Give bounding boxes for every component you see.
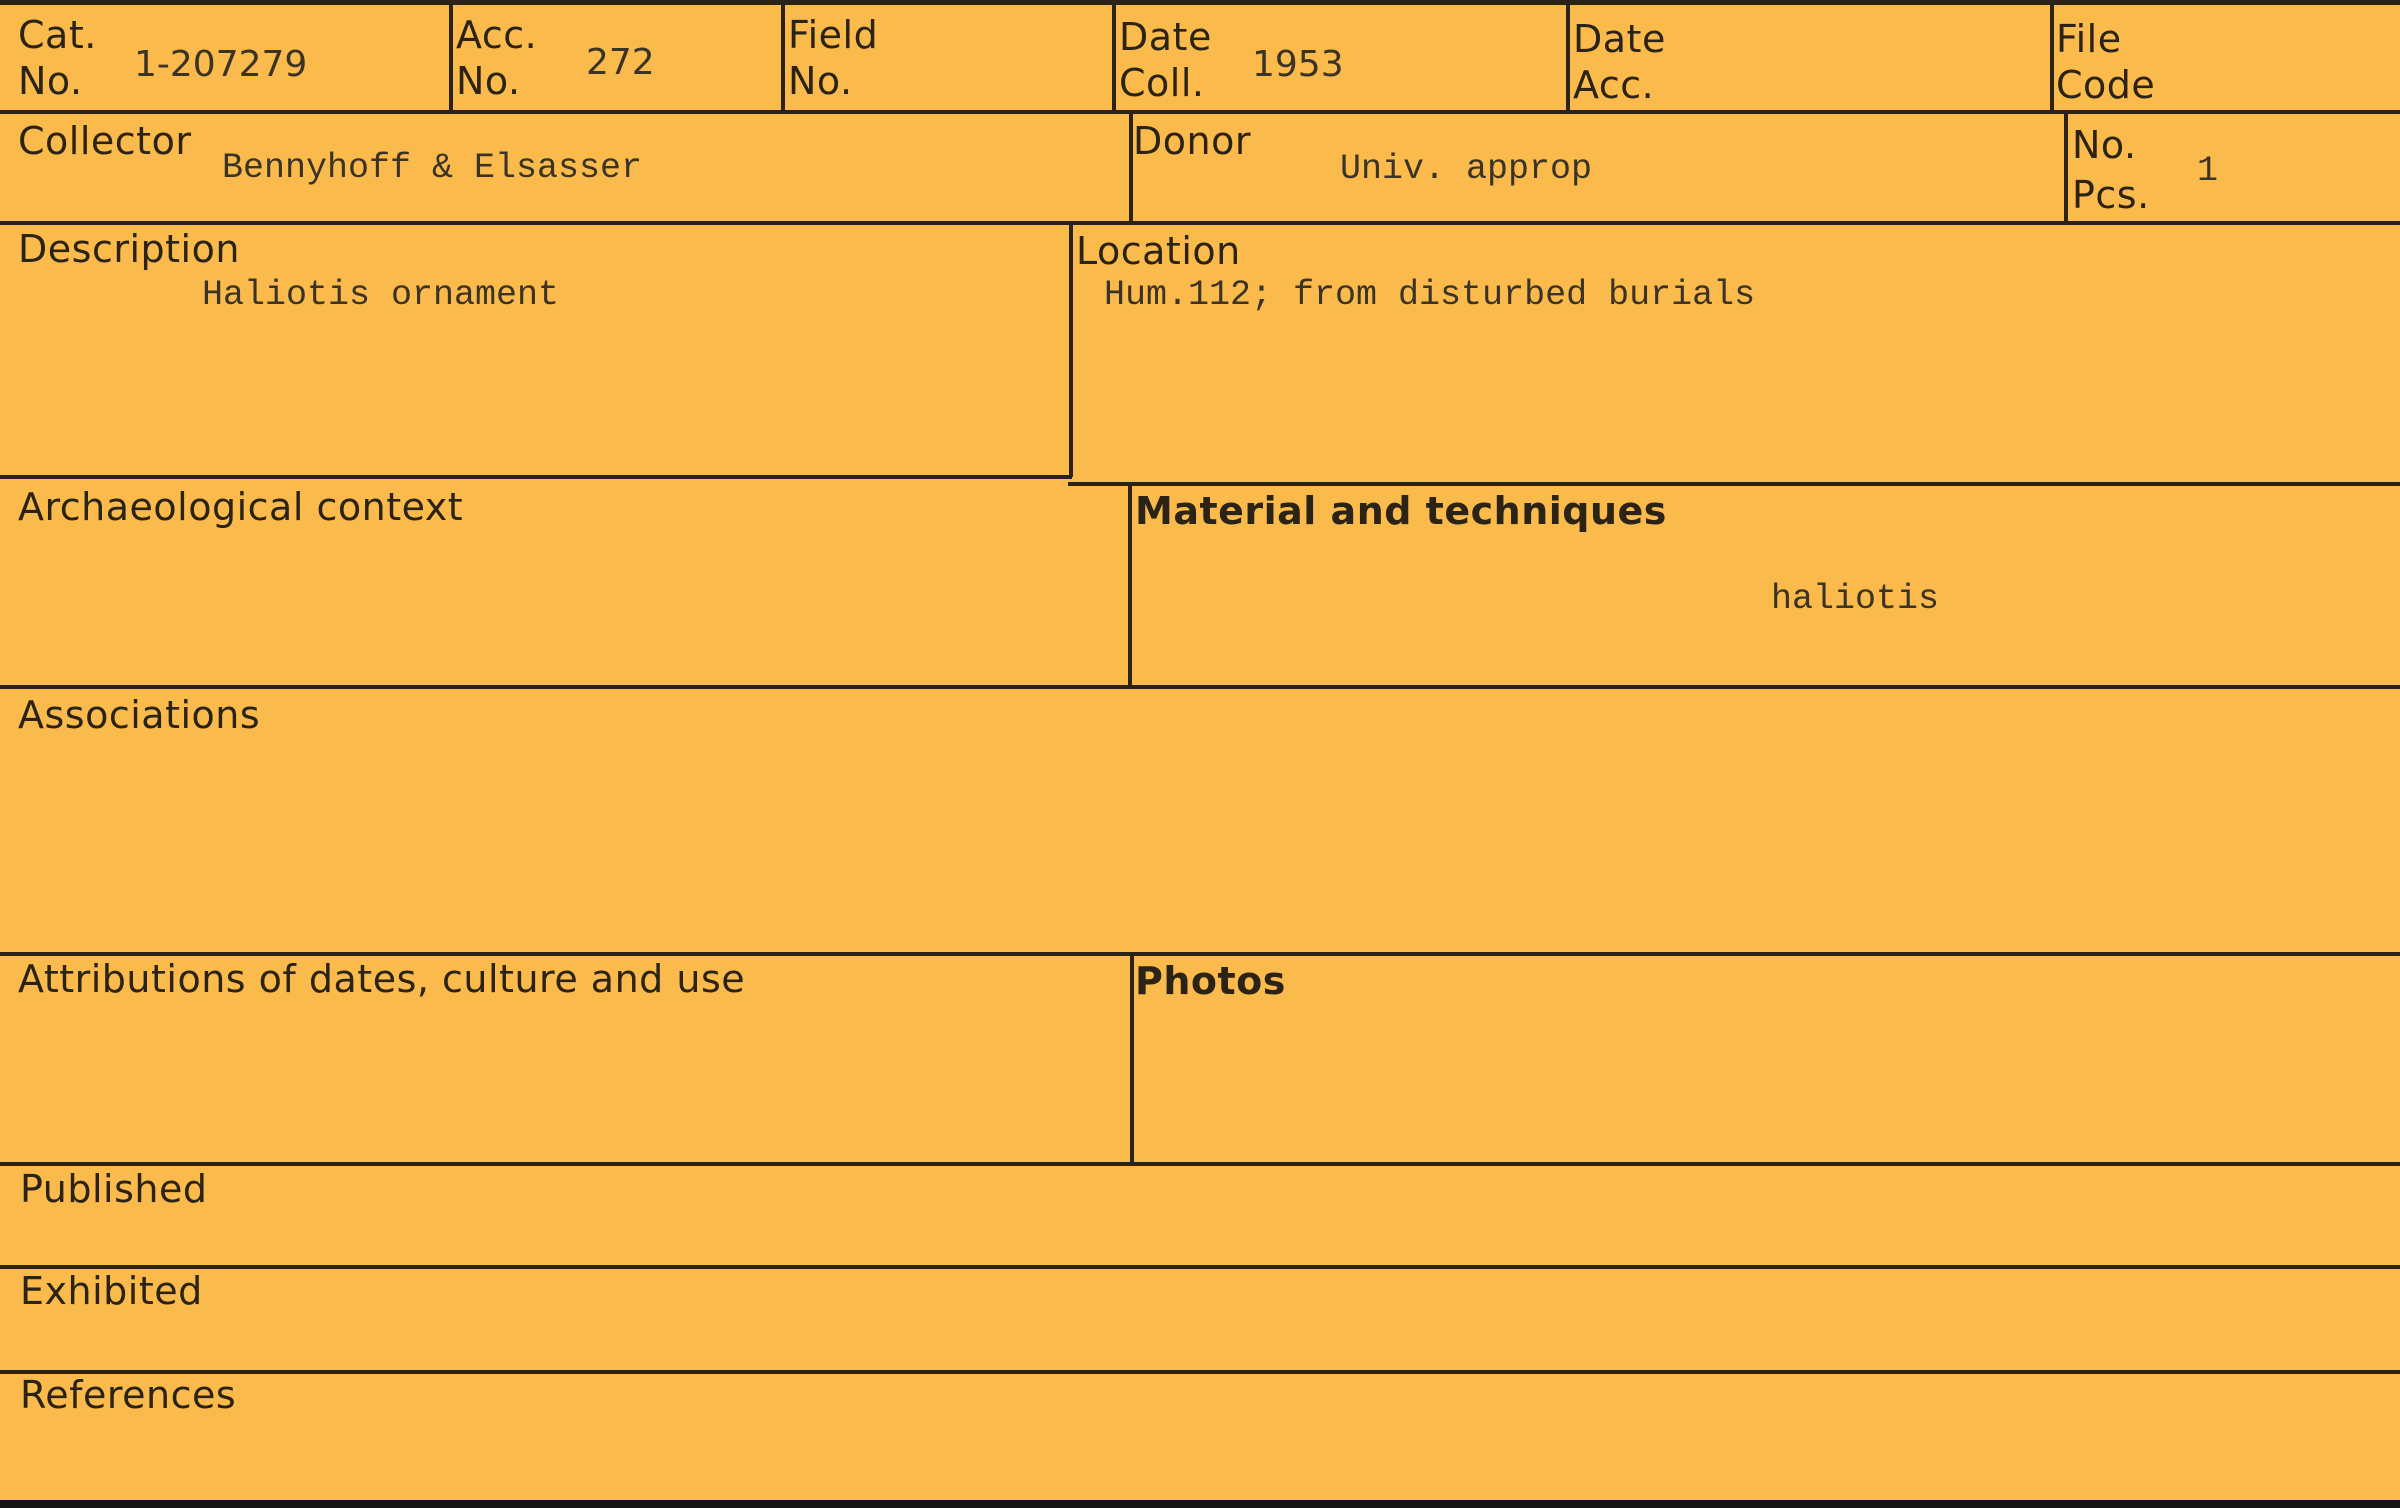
rule-v-field-date	[1112, 0, 1116, 112]
rule-row1-bottom	[0, 110, 2400, 114]
associations-label: Associations	[18, 693, 261, 737]
rule-v-date-dateacc	[1566, 0, 1570, 112]
rule-row3-bottom-right	[1068, 482, 2400, 486]
no-pcs-label-top: No.	[2072, 123, 2137, 167]
field-label-top: Field	[788, 13, 879, 57]
no-pcs-label-bottom: Pcs.	[2072, 173, 2150, 217]
photos-label: Photos	[1135, 959, 1286, 1003]
archaeological-context-label: Archaeological context	[18, 485, 464, 529]
location-value: Hum.112; from disturbed burials	[1104, 275, 1756, 315]
location-label: Location	[1076, 229, 1241, 273]
acc-no-value: 272	[586, 42, 655, 83]
description-label: Description	[18, 227, 240, 271]
donor-value: Univ. approp	[1340, 149, 1593, 189]
rule-top	[0, 0, 2400, 5]
rule-v-attr-photos	[1130, 954, 1134, 1164]
rule-exhibited-bottom	[0, 1370, 2400, 1374]
rule-v-dateacc-file	[2050, 0, 2054, 112]
date-coll-label-top: Date	[1119, 15, 1212, 59]
file-code-label-bottom: Code	[2056, 63, 2156, 107]
collector-value: Bennyhoff & Elsasser	[222, 148, 643, 188]
description-value: Haliotis ornament	[202, 275, 560, 315]
rule-row2-bottom	[0, 221, 2400, 225]
published-label: Published	[20, 1167, 208, 1211]
field-label-bottom: No.	[788, 59, 853, 103]
file-code-label-top: File	[2056, 17, 2122, 61]
cat-label-bottom: No.	[18, 59, 83, 103]
date-coll-value: 1953	[1252, 44, 1344, 85]
donor-label: Donor	[1133, 119, 1251, 163]
rule-v-acc-field	[781, 0, 785, 112]
rule-row6-bottom	[0, 1162, 2400, 1166]
material-techniques-label: Material and techniques	[1135, 489, 1667, 533]
material-techniques-value: haliotis	[1771, 579, 1940, 619]
references-label: References	[20, 1373, 237, 1417]
rule-row3-bottom-left	[0, 475, 1072, 479]
acc-label-top: Acc.	[456, 13, 538, 57]
acc-label-bottom: No.	[456, 59, 521, 103]
no-pcs-value: 1	[2197, 151, 2219, 191]
rule-v-arch-mat	[1128, 482, 1132, 687]
rule-v-cat-acc	[449, 0, 453, 112]
date-acc-label-bottom: Acc.	[1573, 63, 1655, 107]
rule-row4-bottom	[0, 685, 2400, 689]
rule-v-desc-loc	[1069, 223, 1073, 477]
exhibited-label: Exhibited	[20, 1269, 203, 1313]
cat-no-value: 1-207279	[134, 44, 308, 85]
date-coll-label-bottom: Coll.	[1119, 61, 1205, 105]
attributions-label: Attributions of dates, culture and use	[18, 957, 746, 1001]
rule-published-bottom	[0, 1265, 2400, 1269]
date-acc-label-top: Date	[1573, 17, 1666, 61]
rule-v-donor-pcs	[2064, 112, 2068, 223]
cat-label-top: Cat.	[18, 13, 97, 57]
collector-label: Collector	[18, 119, 192, 163]
